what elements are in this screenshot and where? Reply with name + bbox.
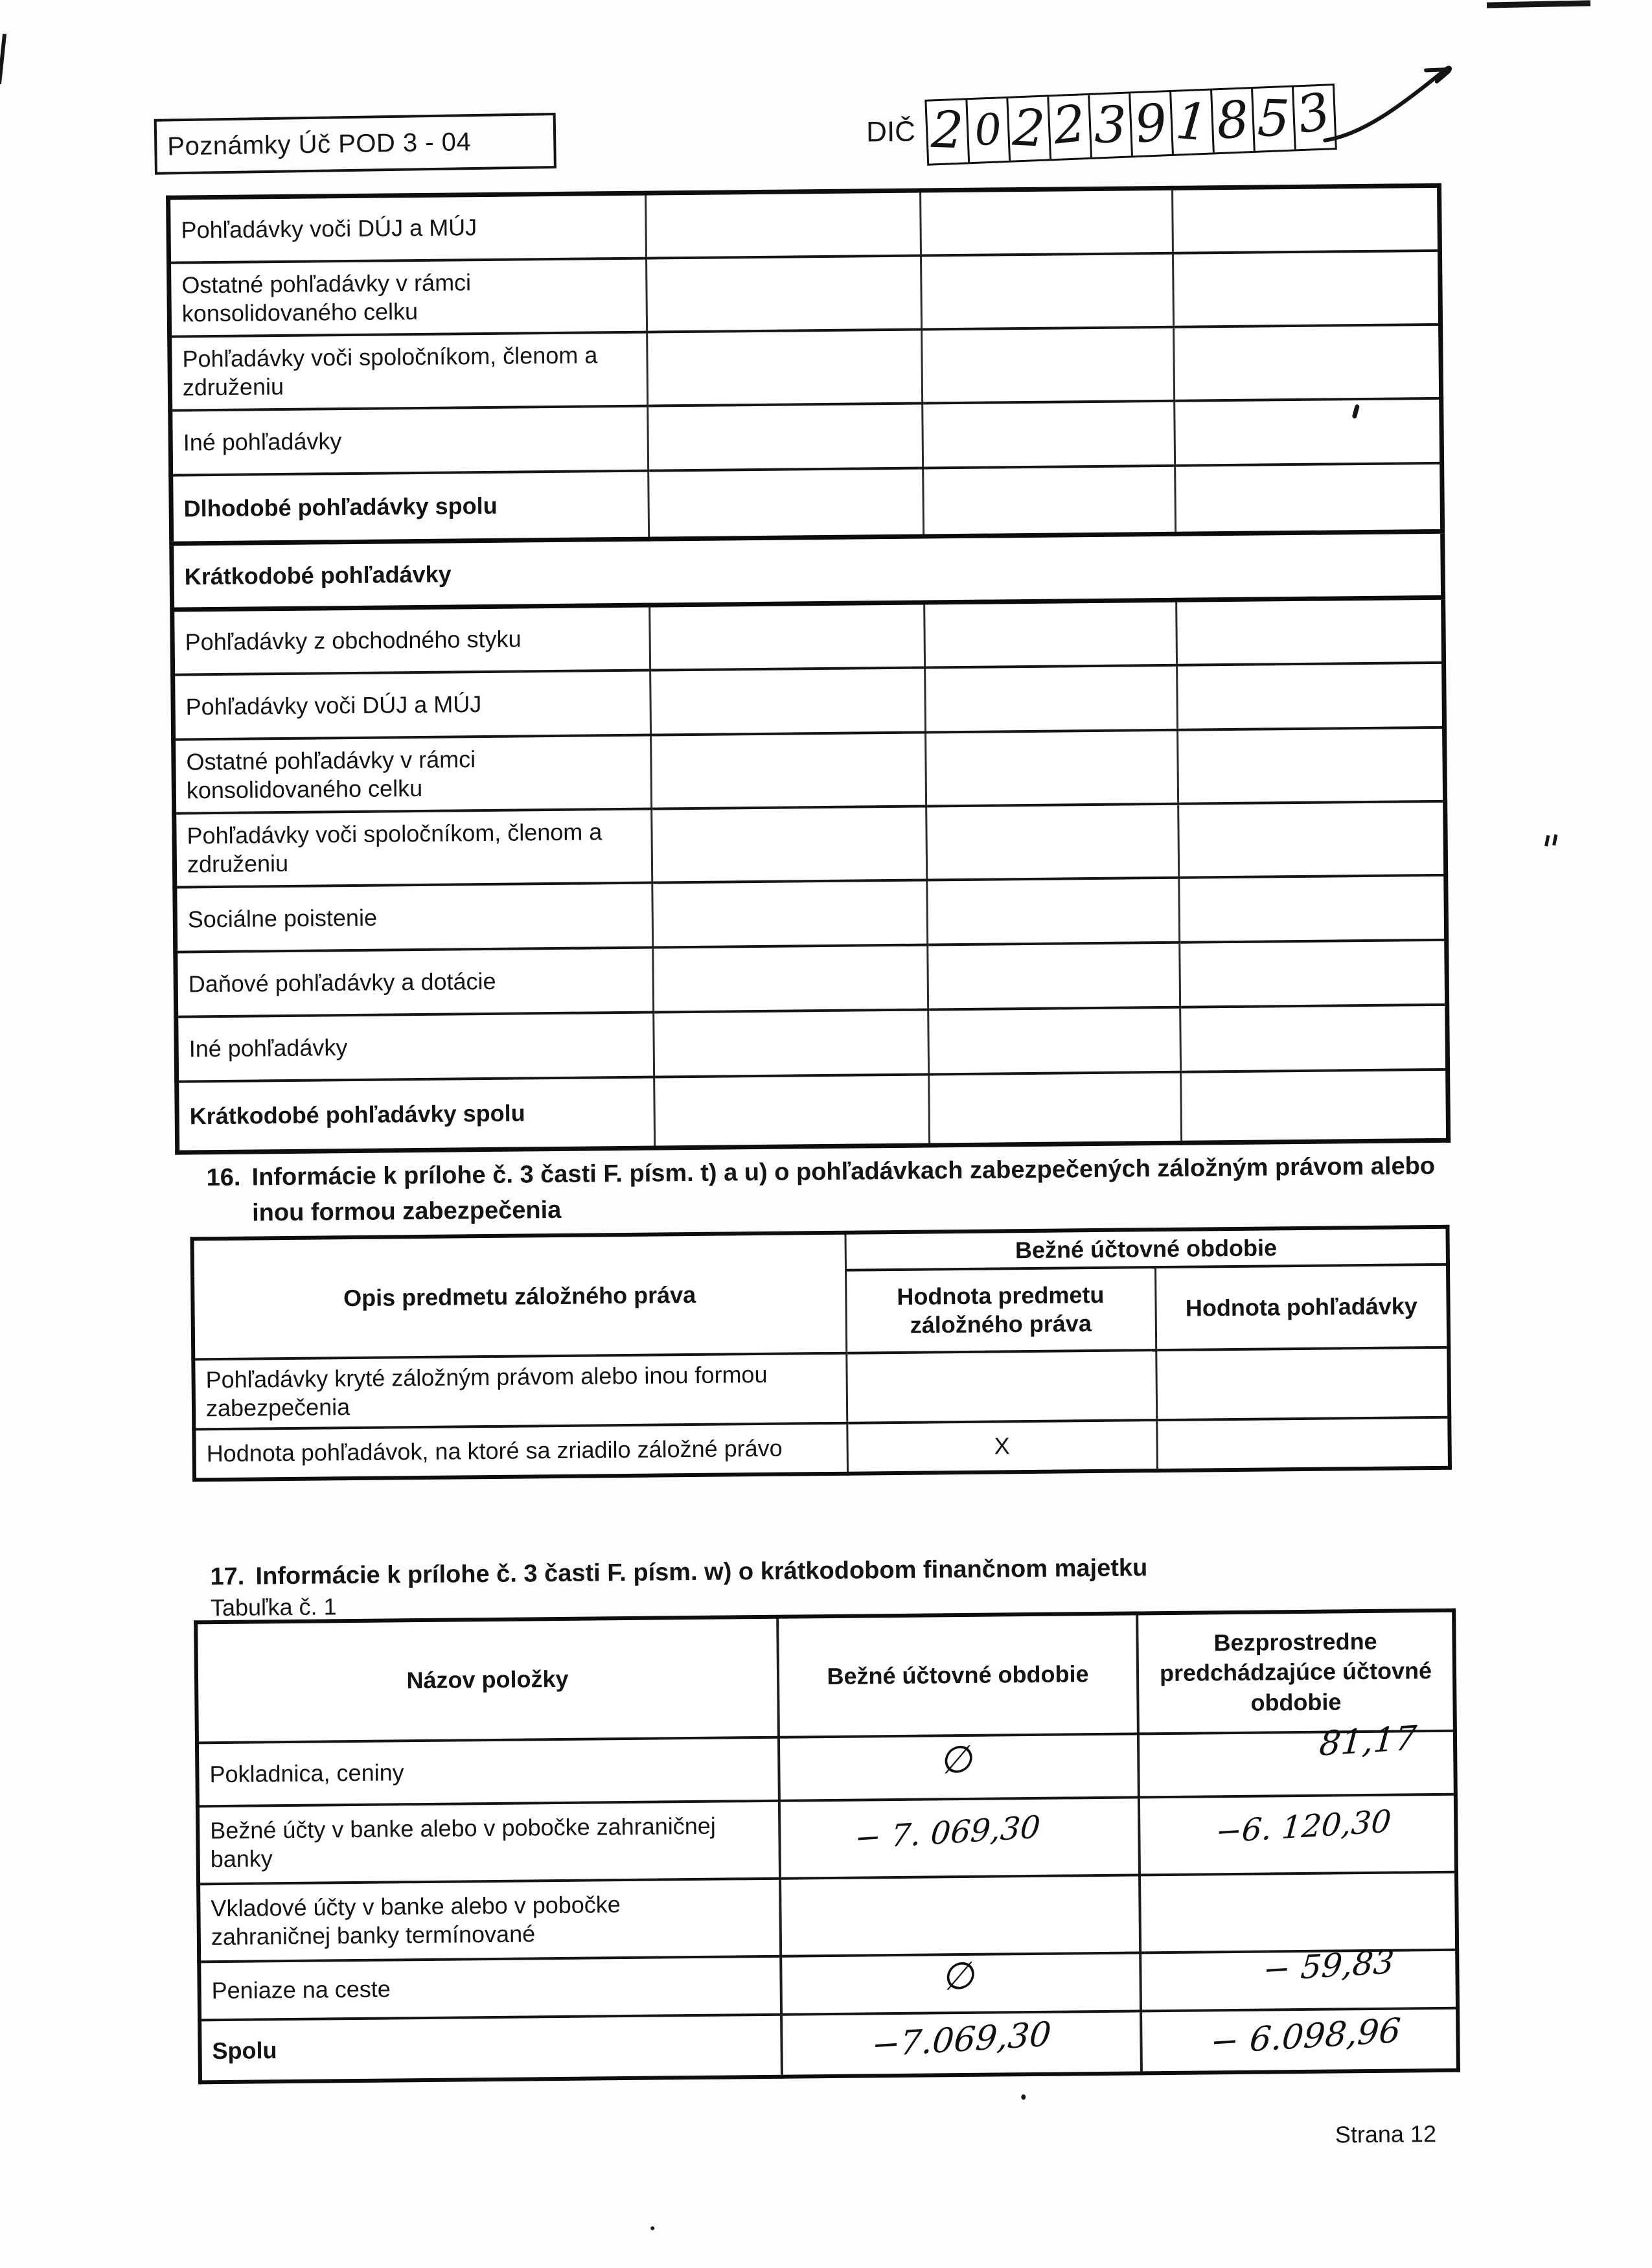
value-cell bbox=[1180, 1004, 1448, 1071]
section17-title: Informácie k prílohe č. 3 časti F. písm. w) o krátkodobom finančnom majetku bbox=[255, 1554, 1148, 1590]
scan-artifact bbox=[1552, 834, 1557, 846]
value-cell bbox=[1176, 597, 1444, 665]
pen-flourish-mark bbox=[1313, 58, 1465, 155]
value-cell bbox=[926, 729, 1178, 806]
dic-digit-cell bbox=[1292, 82, 1335, 149]
row-label: Bežné účty v banke alebo v pobočke zahraničnej banky bbox=[198, 1801, 780, 1884]
dic-digit: 5 bbox=[1256, 89, 1291, 149]
dic-digit-cell bbox=[1129, 92, 1172, 155]
section-header-row bbox=[172, 531, 1443, 610]
section16-heading bbox=[206, 1148, 1502, 1231]
table-row bbox=[169, 250, 1441, 336]
value-cell bbox=[651, 732, 926, 808]
value-cell bbox=[652, 880, 928, 947]
handwritten-value: ∅ bbox=[940, 1736, 977, 1783]
dic-digit: 1 bbox=[1173, 91, 1211, 153]
col-header-bezne: Bežné účtovné obdobie bbox=[777, 1613, 1138, 1737]
table-row bbox=[172, 597, 1444, 674]
dic-digit: 2 bbox=[1050, 94, 1089, 156]
row-label: Spolu bbox=[200, 2015, 782, 2083]
row-label: Pokladnica, ceniny bbox=[197, 1737, 779, 1807]
form-id-label: Poznámky Úč POD 3 - 04 bbox=[166, 127, 472, 161]
dic-section bbox=[866, 77, 1450, 193]
dic-label: DIČ bbox=[866, 115, 916, 148]
dic-digit: 3 bbox=[1094, 96, 1127, 155]
dic-digit-cell bbox=[926, 100, 968, 163]
dic-digit-cell bbox=[1006, 97, 1050, 160]
row-label: Pohľadávky kryté záložným právom alebo inou formou zabezpečenia bbox=[193, 1353, 847, 1429]
dic-digit-cell bbox=[1169, 91, 1213, 154]
pledge-table bbox=[190, 1225, 1452, 1482]
value-cell bbox=[653, 945, 928, 1012]
table-row bbox=[174, 801, 1446, 887]
dic-digit: 0 bbox=[972, 104, 1004, 156]
short-term-assets-table bbox=[194, 1609, 1460, 2085]
value-cell bbox=[1156, 1347, 1449, 1420]
handwritten-value: ∅ bbox=[942, 1953, 980, 1999]
table-row bbox=[174, 727, 1445, 813]
handwritten-value: 81,17 bbox=[1317, 1719, 1418, 1764]
value-cell bbox=[1181, 1069, 1449, 1143]
page-number: Strana 12 bbox=[1335, 2120, 1437, 2148]
table-row bbox=[176, 939, 1447, 1016]
table-row-total bbox=[177, 1069, 1449, 1152]
value-cell bbox=[647, 329, 923, 406]
value-cell bbox=[780, 1875, 1140, 1956]
value-cell bbox=[923, 400, 1175, 468]
row-label: Ostatné pohľadávky v rámci konsolidovaného celku bbox=[174, 735, 652, 813]
handwritten-value: −7.069,30 bbox=[870, 2015, 1053, 2065]
table-row bbox=[198, 1794, 1456, 1884]
header-row bbox=[196, 1610, 1455, 1743]
row-label: Peniaze na ceste bbox=[199, 1956, 781, 2021]
form-id-box bbox=[154, 113, 556, 175]
table-row bbox=[176, 1004, 1448, 1081]
row-label: Pohľadávky voči DÚJ a MÚJ bbox=[168, 193, 647, 262]
value-cell bbox=[1139, 1794, 1456, 1875]
value-cell bbox=[1173, 250, 1440, 326]
value-cell bbox=[846, 1350, 1156, 1423]
section16-number: 16. bbox=[206, 1163, 241, 1192]
value-cell bbox=[648, 403, 923, 470]
table-row bbox=[170, 324, 1441, 410]
table-row bbox=[197, 1731, 1456, 1807]
table-row bbox=[198, 1872, 1457, 1962]
scan-artifact bbox=[650, 2227, 654, 2230]
value-cell bbox=[928, 1007, 1181, 1074]
value-cell bbox=[1173, 185, 1440, 253]
value-cell bbox=[1174, 324, 1441, 400]
handwritten-value: − 59,83 bbox=[1261, 1943, 1395, 1989]
value-cell bbox=[929, 1071, 1182, 1145]
table-row-total bbox=[200, 2008, 1458, 2083]
value-cell bbox=[779, 1797, 1140, 1878]
table-row bbox=[173, 662, 1445, 739]
scan-artifact bbox=[1021, 2094, 1026, 2100]
value-cell bbox=[924, 600, 1177, 667]
row-label: Vkladové účty v banke alebo v pobočke zahraničnej banky termínované bbox=[198, 1879, 781, 1962]
dic-digit-cell bbox=[965, 98, 1009, 162]
value-cell bbox=[652, 806, 927, 882]
value-cell bbox=[1140, 1872, 1457, 1953]
scan-artifact bbox=[1544, 835, 1550, 847]
section17-number: 17. bbox=[210, 1563, 245, 1591]
col-header-hodnota-predmetu: Hodnota predmetu záložného práva bbox=[845, 1267, 1156, 1353]
value-cell bbox=[928, 942, 1180, 1009]
dic-digit-cell bbox=[1088, 94, 1131, 157]
handwritten-value: −6. 120,30 bbox=[1214, 1803, 1393, 1851]
dic-digit: 3 bbox=[1292, 82, 1335, 146]
table-row bbox=[170, 398, 1442, 475]
col-header-opis: Opis predmetu záložného práva bbox=[192, 1233, 847, 1360]
value-cell bbox=[1138, 1719, 1456, 1798]
row-label: Pohľadávky voči spoločníkom, členom a združeniu bbox=[170, 332, 648, 410]
table-row bbox=[193, 1347, 1449, 1429]
value-cell bbox=[1179, 875, 1447, 942]
value-cell bbox=[1180, 939, 1447, 1007]
value-cell bbox=[1156, 1417, 1450, 1471]
row-label: Hodnota pohľadávok, na ktoré sa zriadilo záložné právo bbox=[194, 1423, 847, 1480]
table-row-total bbox=[171, 463, 1443, 544]
section16-title: Informácie k prílohe č. 3 časti F. písm. t) a u) o pohľadávkach zabezpečených záložným právom alebo inou formou zabezpečenia bbox=[251, 1152, 1436, 1227]
span-header-bezne-obdobie: Bežné účtovné obdobie bbox=[845, 1227, 1448, 1270]
row-label: Dlhodobé pohľadávky spolu bbox=[171, 470, 649, 544]
value-cell bbox=[1141, 2008, 1458, 2074]
dic-digit-cell bbox=[1251, 87, 1294, 151]
row-label: Pohľadávky voči DÚJ a MÚJ bbox=[173, 670, 651, 739]
value-cell bbox=[650, 667, 926, 735]
value-cell bbox=[646, 190, 921, 258]
table-row bbox=[168, 185, 1440, 262]
table-row bbox=[175, 875, 1447, 952]
handwritten-value: − 7. 069,30 bbox=[853, 1809, 1042, 1857]
dic-digit: 9 bbox=[1131, 93, 1171, 155]
value-cell bbox=[927, 877, 1180, 945]
row-label: Krátkodobé pohľadávky spolu bbox=[177, 1077, 655, 1152]
section17-heading bbox=[210, 1547, 1506, 1595]
dic-digit: 2 bbox=[930, 100, 965, 161]
dic-digit: 2 bbox=[1011, 98, 1047, 159]
value-cell bbox=[781, 1953, 1141, 2014]
row-label: Pohľadávky z obchodného styku bbox=[172, 605, 650, 674]
value-cell bbox=[1178, 727, 1445, 803]
value-cell bbox=[1178, 801, 1446, 877]
col-header-nazov: Názov položky bbox=[196, 1617, 779, 1743]
dic-digit-boxes bbox=[924, 84, 1337, 166]
value-cell bbox=[781, 2011, 1141, 2076]
row-label: Sociálne poistenie bbox=[175, 882, 653, 952]
value-cell bbox=[779, 1734, 1139, 1800]
dic-digit-cell bbox=[1047, 95, 1090, 159]
value-cell bbox=[921, 188, 1173, 255]
row-label: Iné pohľadávky bbox=[170, 406, 648, 475]
col-header-predchadzajuce: Bezprostredne predchádzajúce účtovné obdobie bbox=[1137, 1610, 1455, 1734]
value-cell bbox=[647, 255, 922, 332]
receivables-table bbox=[166, 183, 1451, 1155]
value-cell bbox=[1177, 662, 1445, 729]
value-cell bbox=[922, 326, 1175, 403]
row-label: Pohľadávky voči spoločníkom, členom a združeniu bbox=[174, 808, 652, 887]
value-cell bbox=[654, 1074, 930, 1148]
row-label: Ostatné pohľadávky v rámci konsolidovaného celku bbox=[169, 258, 647, 336]
value-cell bbox=[1175, 398, 1442, 465]
value-cell bbox=[648, 468, 924, 539]
value-cell bbox=[1140, 1943, 1458, 2011]
value-cell bbox=[925, 665, 1178, 732]
section-header-label: Krátkodobé pohľadávky bbox=[172, 531, 1443, 610]
row-label: Daňové pohľadávky a dotácie bbox=[176, 947, 654, 1016]
value-cell bbox=[923, 465, 1176, 536]
value-cell bbox=[921, 253, 1173, 329]
dic-digit-cell bbox=[1210, 89, 1254, 152]
value-cell bbox=[1175, 463, 1443, 534]
value-cell bbox=[654, 1009, 929, 1077]
handwritten-value: − 6.098,96 bbox=[1209, 2011, 1403, 2062]
value-cell bbox=[926, 803, 1179, 880]
dic-digit: 8 bbox=[1214, 90, 1252, 151]
value-cell: X bbox=[847, 1420, 1157, 1474]
value-cell bbox=[650, 602, 925, 670]
table-caption: Tabuľka č. 1 bbox=[210, 1593, 337, 1621]
col-header-hodnota-pohladavky: Hodnota pohľadávky bbox=[1155, 1265, 1449, 1350]
row-label: Iné pohľadávky bbox=[176, 1012, 654, 1081]
